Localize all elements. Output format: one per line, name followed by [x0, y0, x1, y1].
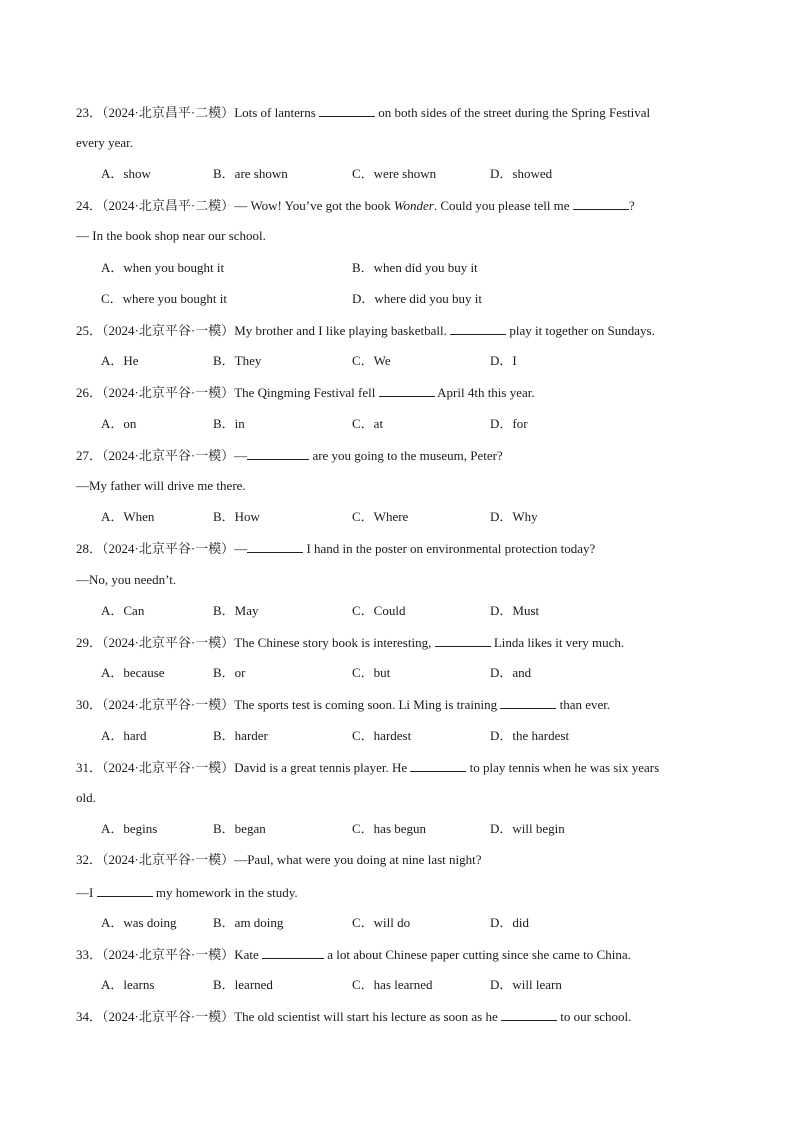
option-c: C．where you bought it — [101, 291, 228, 306]
option-d: D．I — [490, 353, 517, 368]
option-c: C．but — [352, 665, 391, 680]
option-c: C．hardest — [352, 728, 412, 743]
option-a: A．He — [101, 353, 139, 368]
question-number: 29． — [76, 635, 103, 650]
question-28: 28．（2024·北京平谷·一模）— I hand in the poster on environmental protection today? — [76, 541, 596, 556]
option-c: C．will do — [352, 915, 411, 930]
question-source: （2024·北京平谷·一模） — [102, 697, 235, 712]
option-a: A．because — [101, 665, 165, 680]
question-24-response: — In the book shop near our school. — [76, 228, 266, 243]
question-34: 34．（2024·北京平谷·一模）The old scientist will start his lecture as soon as he to our school. — [76, 1009, 632, 1024]
answer-blank — [247, 540, 303, 553]
question-29: 29．（2024·北京平谷·一模）The Chinese story book is interesting, Linda likes it very much. — [76, 635, 625, 650]
option-b: B．am doing — [213, 915, 284, 930]
question-27: 27．（2024·北京平谷·一模）— are you going to the museum, Peter? — [76, 448, 503, 463]
option-b: B．in — [213, 416, 245, 431]
question-32-response: —I my homework in the study. — [76, 885, 298, 900]
option-d: D．Why — [490, 509, 538, 524]
answer-blank — [319, 104, 375, 117]
option-d: D．showed — [490, 166, 553, 181]
option-d: D．where did you buy it — [352, 291, 482, 306]
option-d: D．Must — [490, 603, 540, 618]
option-a: A．show — [101, 166, 151, 181]
option-c: C．We — [352, 353, 391, 368]
question-source: （2024·北京平谷·一模） — [102, 541, 235, 556]
question-23: 23．（2024·北京昌平·二模）Lots of lanterns on both sides of the street during the Spring Festival — [76, 105, 651, 120]
option-d: D．will begin — [490, 821, 565, 836]
question-24: 24．（2024·北京昌平·二模）— Wow! You’ve got the book Wonder. Could you please tell me ? — [76, 198, 635, 213]
option-a: A．When — [101, 509, 155, 524]
question-source: （2024·北京平谷·一模） — [102, 385, 235, 400]
option-d: D．and — [490, 665, 532, 680]
book-title: Wonder — [393, 198, 434, 213]
option-b: B．May — [213, 603, 259, 618]
question-number: 27． — [76, 448, 103, 463]
question-30: 30．（2024·北京平谷·一模）The sports test is coming soon. Li Ming is training than ever. — [76, 697, 611, 712]
question-source: （2024·北京昌平·二模） — [102, 105, 235, 120]
option-b: B．learned — [213, 977, 273, 992]
answer-blank — [500, 696, 556, 709]
option-d: D．did — [490, 915, 530, 930]
question-number: 33． — [76, 947, 103, 962]
option-b: B．are shown — [213, 166, 288, 181]
question-source: （2024·北京昌平·二模） — [102, 198, 235, 213]
question-number: 32． — [76, 852, 103, 867]
option-a: A．was doing — [101, 915, 177, 930]
answer-blank — [501, 1008, 557, 1021]
question-number: 24． — [76, 198, 103, 213]
question-28-response: —No, you needn’t. — [76, 572, 177, 587]
question-31-continued: old. — [76, 790, 96, 805]
question-32: 32．（2024·北京平谷·一模）—Paul, what were you doing at nine last night? — [76, 852, 482, 867]
option-c: C．has learned — [352, 977, 433, 992]
answer-blank — [97, 884, 153, 897]
option-a: A．Can — [101, 603, 145, 618]
question-26: 26．（2024·北京平谷·一模）The Qingming Festival fell April 4th this year. — [76, 385, 535, 400]
option-c: C．has begun — [352, 821, 427, 836]
answer-blank — [247, 447, 309, 460]
answer-blank — [435, 634, 491, 647]
option-a: A．begins — [101, 821, 158, 836]
question-source: （2024·北京平谷·一模） — [102, 323, 235, 338]
question-source: （2024·北京平谷·一模） — [102, 852, 235, 867]
option-d: D．for — [490, 416, 528, 431]
option-a: A．learns — [101, 977, 155, 992]
question-number: 31． — [76, 760, 103, 775]
question-number: 25． — [76, 323, 103, 338]
option-d: D．will learn — [490, 977, 562, 992]
option-c: C．Could — [352, 603, 406, 618]
question-source: （2024·北京平谷·一模） — [102, 635, 235, 650]
question-number: 26． — [76, 385, 103, 400]
answer-blank — [450, 322, 506, 335]
question-number: 34． — [76, 1009, 103, 1024]
option-b: B．They — [213, 353, 262, 368]
question-source: （2024·北京平谷·一模） — [102, 448, 235, 463]
option-b: B．or — [213, 665, 246, 680]
question-25: 25．（2024·北京平谷·一模）My brother and I like playing basketball. play it together on Sundays. — [76, 323, 655, 338]
option-c: C．Where — [352, 509, 409, 524]
option-b: B．when did you buy it — [352, 260, 478, 275]
option-a: A．when you bought it — [101, 260, 225, 275]
option-a: A．on — [101, 416, 137, 431]
question-number: 30． — [76, 697, 103, 712]
answer-blank — [262, 946, 324, 959]
question-source: （2024·北京平谷·一模） — [102, 1009, 235, 1024]
option-c: C．were shown — [352, 166, 437, 181]
question-31: 31．（2024·北京平谷·一模）David is a great tennis player. He to play tennis when he was six years — [76, 760, 660, 775]
question-source: （2024·北京平谷·一模） — [102, 760, 235, 775]
question-27-response: —My father will drive me there. — [76, 478, 246, 493]
answer-blank — [573, 197, 629, 210]
option-b: B．How — [213, 509, 260, 524]
question-number: 28． — [76, 541, 103, 556]
option-b: B．began — [213, 821, 266, 836]
option-a: A．hard — [101, 728, 147, 743]
question-23-continued: every year. — [76, 135, 134, 150]
question-number: 23． — [76, 105, 103, 120]
question-source: （2024·北京平谷·一模） — [102, 947, 235, 962]
answer-blank — [379, 384, 435, 397]
answer-blank — [410, 759, 466, 772]
question-33: 33．（2024·北京平谷·一模）Kate a lot about Chinese paper cutting since she came to China. — [76, 947, 631, 962]
option-d: D．the hardest — [490, 728, 570, 743]
option-b: B．harder — [213, 728, 268, 743]
option-c: C．at — [352, 416, 384, 431]
